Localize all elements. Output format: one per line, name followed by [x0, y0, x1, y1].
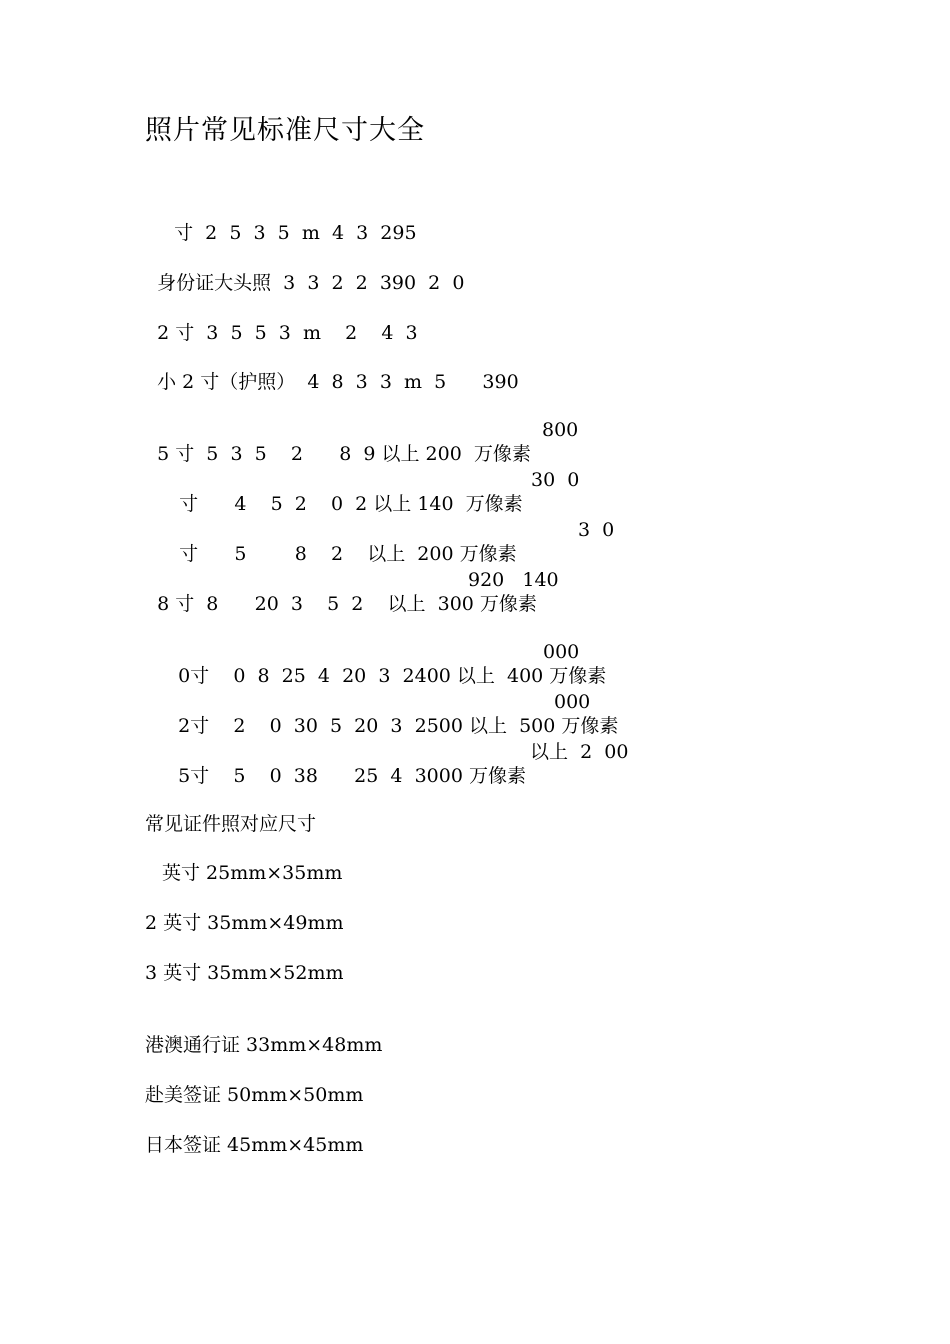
size-row-overlap-text: 30 0 — [531, 469, 580, 491]
size-row-overlap-text: 3 0 — [578, 519, 615, 541]
size-row-text: 寸 4 5 2 0 2 以上 140 万像素 — [179, 493, 523, 515]
id-size-item: 英寸 25mm×35mm — [162, 862, 343, 884]
size-row-overlap-text: 000 — [554, 691, 591, 713]
size-row — [167, 468, 523, 516]
size-row-text: 5 寸 5 3 5 2 8 9 以上 200 万像素 — [157, 443, 531, 465]
size-row-overlap-text: 920 140 — [468, 569, 559, 591]
size-row-text: 寸 5 8 2 以上 200 万像素 — [179, 543, 517, 565]
size-row-overlap-text: 以上 2 00 — [530, 741, 629, 763]
size-row — [166, 740, 526, 788]
size-row — [145, 297, 418, 345]
size-row — [145, 247, 464, 295]
size-row — [166, 690, 618, 738]
id-size-item: 赴美签证 50mm×50mm — [145, 1084, 364, 1106]
id-size-item: 日本签证 45mm×45mm — [145, 1134, 364, 1156]
id-section-heading: 常见证件照对应尺寸 — [145, 813, 317, 835]
size-row-text: 小 2 寸（护照） 4 8 3 3 m 5 390 — [157, 371, 519, 393]
size-row-text: 2寸 2 0 30 5 20 3 2500 以上 500 万像素 — [178, 715, 619, 737]
size-row — [145, 418, 531, 466]
size-row — [166, 640, 606, 688]
id-size-item: 2 英寸 35mm×49mm — [145, 912, 344, 934]
size-row-text: 5寸 5 0 38 25 4 3000 万像素 — [178, 765, 526, 787]
page-title: 照片常见标准尺寸大全 — [145, 115, 425, 146]
size-row-text: 寸 2 5 3 5 m 4 3 295 — [174, 222, 417, 244]
size-row-text: 2 寸 3 5 5 3 m 2 4 3 — [157, 322, 418, 344]
size-row-text: 0寸 0 8 25 4 20 3 2400 以上 400 万像素 — [178, 665, 607, 687]
size-row-text: 8 寸 8 20 3 5 2 以上 300 万像素 — [157, 593, 537, 615]
id-size-item: 港澳通行证 33mm×48mm — [145, 1034, 383, 1056]
size-row-overlap-text: 000 — [543, 641, 580, 663]
size-row-text: 身份证大头照 3 3 2 2 390 2 0 — [157, 272, 465, 294]
id-size-item: 3 英寸 35mm×52mm — [145, 962, 344, 984]
size-row — [145, 346, 519, 394]
size-row — [162, 197, 417, 245]
size-row — [167, 518, 517, 566]
size-row-overlap-text: 800 — [542, 419, 579, 441]
